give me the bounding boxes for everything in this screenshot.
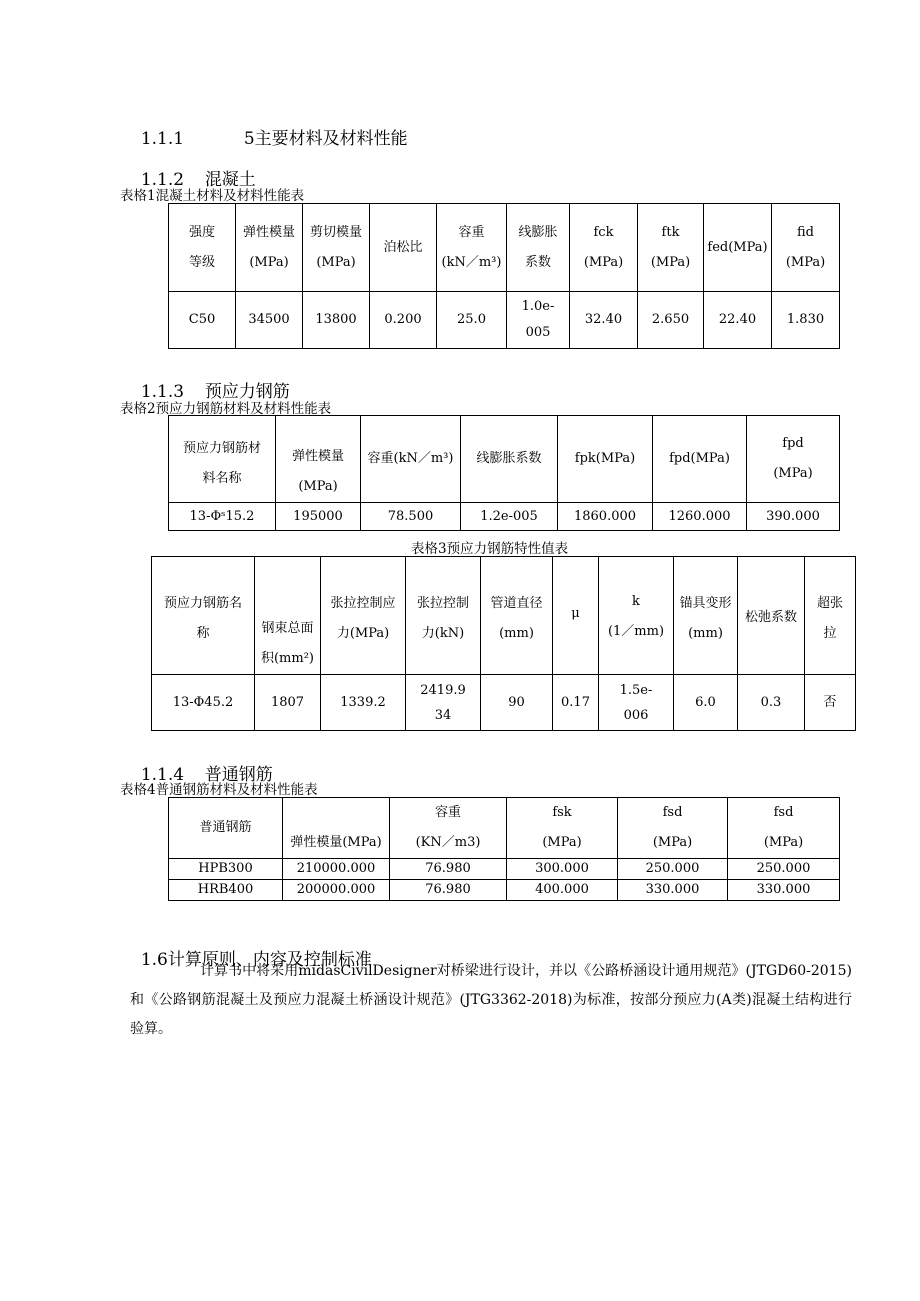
table-row xyxy=(169,503,840,531)
header-anchor-deformation: 锚具变形 (mm) xyxy=(674,557,738,675)
cell: 32.40 xyxy=(570,292,638,349)
table-header-row xyxy=(169,416,840,503)
cell: 1.2e-005 xyxy=(461,503,558,531)
header-fid: fid (MPa) xyxy=(772,204,840,292)
cell: 195000 xyxy=(276,503,361,531)
cell: 76.980 xyxy=(390,880,507,901)
header-fck: fck (MPa) xyxy=(570,204,638,292)
header-grade: 强度 等级 xyxy=(169,204,236,292)
header-fpd: fpd(MPa) xyxy=(653,416,747,503)
header-ftk: ftk (MPa) xyxy=(638,204,704,292)
table-1-caption: 表格1混凝土材料及材料性能表 xyxy=(120,188,305,204)
header-mu: μ xyxy=(553,557,599,675)
cell: 1807 xyxy=(255,675,321,731)
header-unit-weight: 容重(kN／m³) xyxy=(361,416,461,503)
cell: 200000.000 xyxy=(283,880,390,901)
header-elastic-modulus: 弹性模量(MPa) xyxy=(283,798,390,859)
header-fpd-2: fpd (MPa) xyxy=(747,416,840,503)
cell: 2419.9 34 xyxy=(406,675,481,731)
rebar-table xyxy=(168,797,840,901)
calculation-paragraph: 计算书中将采用midasCivilDesigner对桥梁进行设计，并以《公路桥涵设计通用规范》(JTGD60-2015)和《公路钢筋混凝土及预应力混凝土桥涵设计规范》(JTG3362-2018)为标准，按部分预应力(A类)混凝土结构进行验算。 xyxy=(130,963,852,1037)
header-elastic-modulus: 弹性模量 (MPa) xyxy=(236,204,303,292)
header-fsk: fsk (MPa) xyxy=(507,798,618,859)
header-elastic-modulus: 弹性模量 (MPa) xyxy=(276,416,361,503)
cell: 34500 xyxy=(236,292,303,349)
header-shear-modulus: 剪切模量 (MPa) xyxy=(303,204,370,292)
header-thermal-expansion: 线膨胀 系数 xyxy=(507,204,570,292)
table-3-caption: 表格3预应力钢筋特性值表 xyxy=(411,541,569,557)
header-control-stress: 张拉控制应 力(MPa) xyxy=(321,557,406,675)
header-fpk: fpk(MPa) xyxy=(558,416,653,503)
cell: 0.17 xyxy=(553,675,599,731)
heading-text: 计算原则、内容及控制标准 xyxy=(167,950,372,970)
cell: 210000.000 xyxy=(283,859,390,880)
cell: 25.0 xyxy=(437,292,507,349)
cell: 390.000 xyxy=(747,503,840,531)
table-row xyxy=(169,859,840,880)
table-2-caption: 表格2预应力钢筋材料及材料性能表 xyxy=(120,401,332,417)
cell: 90 xyxy=(481,675,553,731)
table-header-row xyxy=(169,798,840,859)
cell: 1260.000 xyxy=(653,503,747,531)
cell: 400.000 xyxy=(507,880,618,901)
header-unit-weight: 容重 (kN／m³) xyxy=(437,204,507,292)
header-poisson: 泊松比 xyxy=(370,204,437,292)
heading-text: 预应力钢筋 xyxy=(204,382,290,402)
cell: 1339.2 xyxy=(321,675,406,731)
cell: 78.500 xyxy=(361,503,461,531)
table-row xyxy=(169,292,840,349)
cell: 300.000 xyxy=(507,859,618,880)
header-duct-diameter: 管道直径 (mm) xyxy=(481,557,553,675)
header-fed: fed(MPa) xyxy=(704,204,772,292)
cell: 13-Φˢ15.2 xyxy=(169,503,276,531)
prestressing-property-table xyxy=(151,556,856,731)
cell: 330.000 xyxy=(618,880,728,901)
cell: 76.980 xyxy=(390,859,507,880)
cell: 1.830 xyxy=(772,292,840,349)
cell: 250.000 xyxy=(618,859,728,880)
header-fsd-2: fsd (MPa) xyxy=(728,798,840,859)
heading-text: 5主要材料及材料性能 xyxy=(243,129,408,149)
cell: 0.200 xyxy=(370,292,437,349)
header-rebar: 普通钢筋 xyxy=(169,798,283,859)
cell: 否 xyxy=(805,675,856,731)
cell: 250.000 xyxy=(728,859,840,880)
cell: 1860.000 xyxy=(558,503,653,531)
cell: HPB300 xyxy=(169,859,283,880)
header-material-name: 预应力钢筋材 料名称 xyxy=(169,416,276,503)
table-row xyxy=(152,675,856,731)
heading-number: 1.1.2 xyxy=(140,170,185,190)
cell: 22.40 xyxy=(704,292,772,349)
cell: 1.0e- 005 xyxy=(507,292,570,349)
header-control-force: 张拉控制 力(kN) xyxy=(406,557,481,675)
prestressing-material-table xyxy=(168,415,840,531)
header-k: k (1／mm) xyxy=(599,557,674,675)
table-header-row xyxy=(152,557,856,675)
heading-number: 1.1.1 xyxy=(140,129,185,149)
cell: 0.3 xyxy=(738,675,805,731)
heading-number: 1.1.3 xyxy=(140,382,185,402)
concrete-table xyxy=(168,203,840,349)
cell: 2.650 xyxy=(638,292,704,349)
header-unit-weight: 容重 (KN／m3) xyxy=(390,798,507,859)
table-header-row xyxy=(169,204,840,292)
cell: 13800 xyxy=(303,292,370,349)
table-row xyxy=(169,880,840,901)
header-relaxation: 松弛系数 xyxy=(738,557,805,675)
cell: 13-Φ45.2 xyxy=(152,675,255,731)
cell: 6.0 xyxy=(674,675,738,731)
cell: 1.5e- 006 xyxy=(599,675,674,731)
heading-1-1-3 xyxy=(130,357,290,402)
cell: C50 xyxy=(169,292,236,349)
heading-text: 混凝土 xyxy=(204,170,256,190)
header-thermal-expansion: 线膨胀系数 xyxy=(461,416,558,503)
cell: HRB400 xyxy=(169,880,283,901)
table-4-caption: 表格4普通钢筋材料及材料性能表 xyxy=(120,782,318,798)
heading-number: 1.6 xyxy=(140,950,168,970)
header-fsd: fsd (MPa) xyxy=(618,798,728,859)
header-over-tension: 超张 拉 xyxy=(805,557,856,675)
heading-number: 1.1.4 xyxy=(140,765,185,785)
header-total-area: 钢束总面 积(mm²) xyxy=(255,557,321,675)
heading-1-1-1 xyxy=(130,104,408,149)
header-tendon-name: 预应力钢筋名 称 xyxy=(152,557,255,675)
cell: 330.000 xyxy=(728,880,840,901)
heading-text: 普通钢筋 xyxy=(204,765,273,785)
